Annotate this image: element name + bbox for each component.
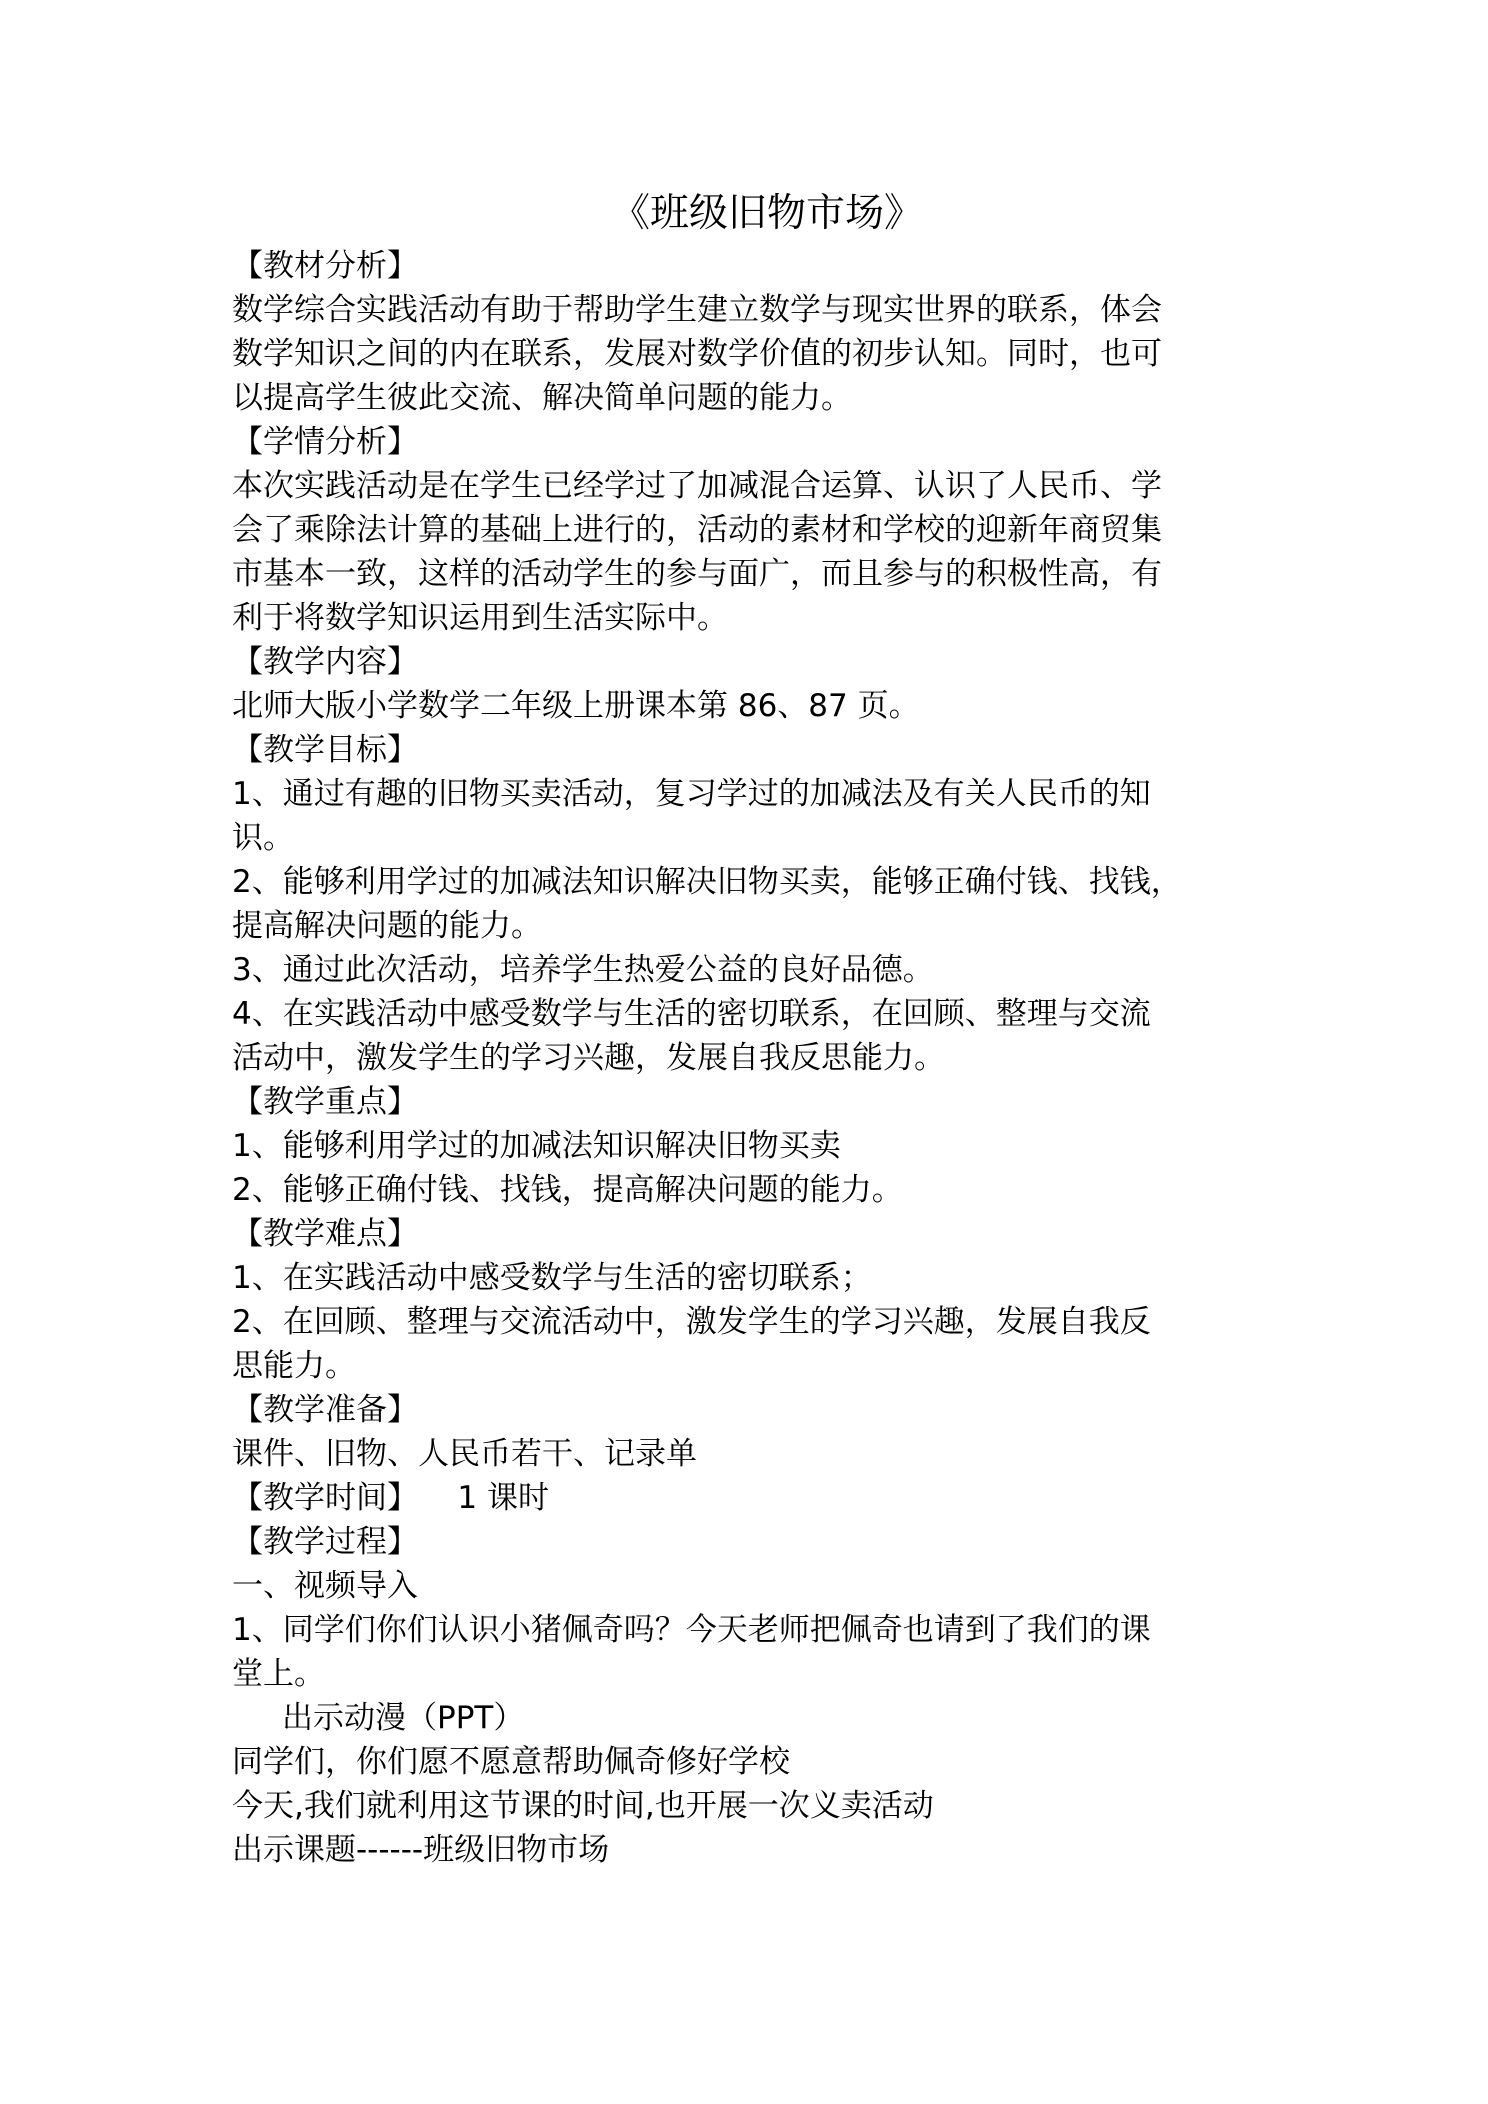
list-item-line: 思能力。 xyxy=(232,1348,356,1384)
list-item-line: 1、在实践活动中感受数学与生活的密切联系； xyxy=(232,1260,872,1296)
document-body xyxy=(232,244,1272,1872)
list-item-line: 1、通过有趣的旧物买卖活动，复习学过的加减法及有关人民币的知 xyxy=(232,776,1151,812)
subsection-heading-video-intro: 一、视频导入 xyxy=(232,1568,418,1604)
section-heading-textbook-analysis: 【教材分析】 xyxy=(232,248,418,284)
list-item-line: 2、能够正确付钱、找钱，提高解决问题的能力。 xyxy=(232,1172,903,1208)
section-heading-preparation: 【教学准备】 xyxy=(232,1392,418,1428)
list-item-line: 4、在实践活动中感受数学与生活的密切联系，在回顾、整理与交流 xyxy=(232,996,1151,1032)
paragraph-line: 今天,我们就利用这节课的时间,也开展一次义卖活动 xyxy=(232,1788,934,1824)
paragraph-line: 1、同学们你们认识小猪佩奇吗？今天老师把佩奇也请到了我们的课 xyxy=(232,1612,1151,1648)
paragraph-line: 堂上。 xyxy=(232,1656,325,1692)
list-item-line: 识。 xyxy=(232,820,294,856)
list-item-line: 2、在回顾、整理与交流活动中，激发学生的学习兴趣，发展自我反 xyxy=(232,1304,1151,1340)
paragraph-line-indented: 出示动漫（PPT） xyxy=(282,1700,525,1736)
paragraph-line: 以提高学生彼此交流、解决简单问题的能力。 xyxy=(232,380,852,416)
section-heading-difficulties: 【教学难点】 xyxy=(232,1216,418,1252)
paragraph-line: 出示课题------班级旧物市场 xyxy=(232,1832,610,1868)
section-heading-key-points: 【教学重点】 xyxy=(232,1084,418,1120)
document-title: 《班级旧物市场》 xyxy=(610,191,923,236)
paragraph-line: 北师大版小学数学二年级上册课本第 86、87 页。 xyxy=(232,688,920,724)
paragraph-line: 同学们，你们愿不愿意帮助佩奇修好学校 xyxy=(232,1744,790,1780)
paragraph-line: 本次实践活动是在学生已经学过了加减混合运算、认识了人民币、学 xyxy=(232,468,1162,504)
list-item-line: 2、能够利用学过的加减法知识解决旧物买卖，能够正确付钱、找钱， xyxy=(232,864,1182,900)
paragraph-line: 数学综合实践活动有助于帮助学生建立数学与现实世界的联系，体会 xyxy=(232,292,1162,328)
section-heading-student-analysis: 【学情分析】 xyxy=(232,424,418,460)
paragraph-line: 会了乘除法计算的基础上进行的，活动的素材和学校的迎新年商贸集 xyxy=(232,512,1162,548)
section-heading-teaching-time: 【教学时间】 1 课时 xyxy=(232,1480,549,1516)
list-item-line: 3、通过此次活动，培养学生热爱公益的良好品德。 xyxy=(232,952,934,988)
section-heading-teaching-process: 【教学过程】 xyxy=(232,1524,418,1560)
section-heading-teaching-goals: 【教学目标】 xyxy=(232,732,418,768)
document-page xyxy=(232,188,1272,1872)
paragraph-line: 数学知识之间的内在联系，发展对数学价值的初步认知。同时，也可 xyxy=(232,336,1162,372)
list-item-line: 1、能够利用学过的加减法知识解决旧物买卖 xyxy=(232,1128,841,1164)
paragraph-line: 课件、旧物、人民币若干、记录单 xyxy=(232,1436,697,1472)
list-item-line: 活动中，激发学生的学习兴趣，发展自我反思能力。 xyxy=(232,1040,945,1076)
paragraph-line: 市基本一致，这样的活动学生的参与面广，而且参与的积极性高，有 xyxy=(232,556,1162,592)
list-item-line: 提高解决问题的能力。 xyxy=(232,908,542,944)
paragraph-line: 利于将数学知识运用到生活实际中。 xyxy=(232,600,728,636)
section-heading-teaching-content: 【教学内容】 xyxy=(232,644,418,680)
